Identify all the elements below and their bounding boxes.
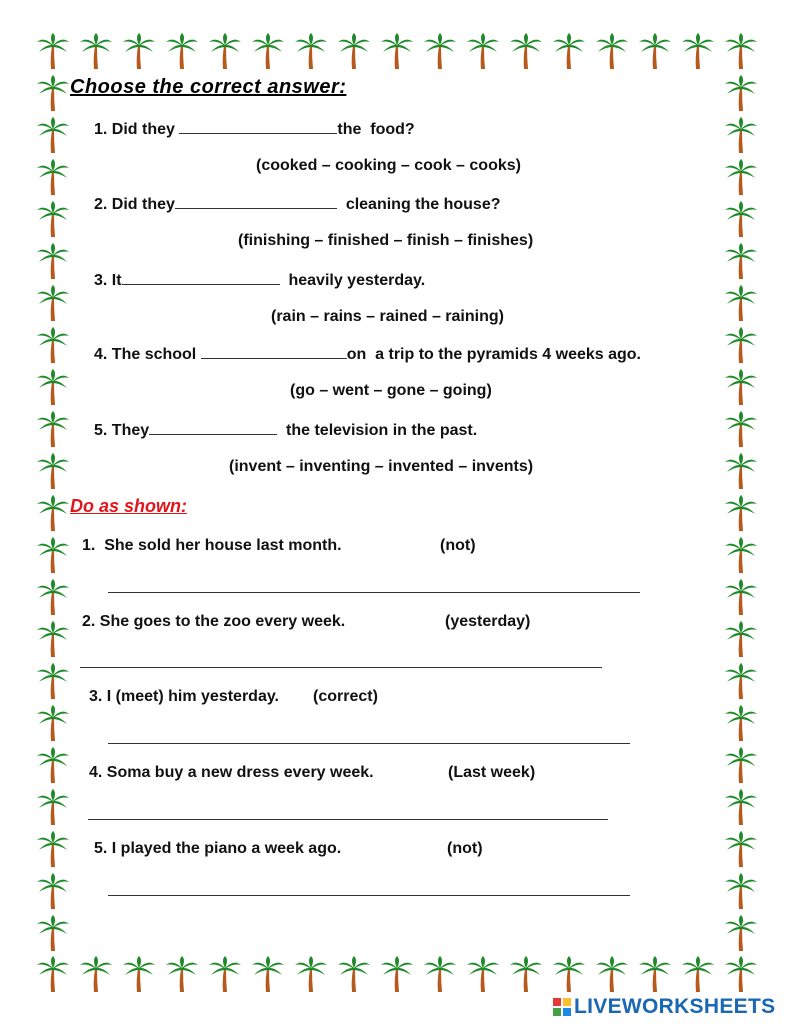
question-4: [94, 344, 641, 364]
palm-tree-icon: [251, 955, 285, 993]
palm-tree-icon: [724, 872, 758, 910]
item-hint-4: (Last week): [448, 764, 536, 781]
item-text: 3. I (meet) him yesterday.: [89, 688, 279, 705]
item-hint-5: (not): [447, 840, 483, 857]
transform-item-5: [94, 840, 341, 858]
options-2: (finishing – finished – finish – finishes): [238, 232, 534, 249]
palm-tree-icon: [724, 914, 758, 952]
palm-tree-icon: [724, 368, 758, 406]
item-hint-1: (not): [440, 537, 476, 554]
palm-tree-icon: [595, 32, 629, 70]
palm-tree-icon: [552, 32, 586, 70]
options-4: (go – went – gone – going): [290, 382, 492, 399]
palm-tree-icon: [724, 788, 758, 826]
answer-blank[interactable]: [201, 344, 347, 359]
palm-tree-icon: [724, 620, 758, 658]
transform-item-3: [89, 688, 279, 706]
palm-tree-icon: [595, 955, 629, 993]
question-text: Did they: [111, 121, 180, 138]
palm-tree-icon: [165, 955, 199, 993]
options-1: (cooked – cooking – cook – cooks): [256, 157, 521, 174]
question-text: the television in the past.: [277, 422, 478, 439]
item-text: 1. She sold her house last month.: [82, 537, 342, 554]
palm-tree-icon: [724, 410, 758, 448]
question-number: 5.: [94, 422, 108, 439]
palm-tree-icon: [36, 620, 70, 658]
palm-tree-icon: [638, 32, 672, 70]
liveworksheets-logo-icon: [553, 998, 571, 1016]
palm-tree-icon: [36, 326, 70, 364]
palm-tree-icon: [724, 32, 758, 70]
item-hint-3: (correct): [313, 688, 378, 705]
palm-tree-icon: [724, 74, 758, 112]
answer-line-2[interactable]: [80, 667, 602, 668]
palm-tree-icon: [724, 326, 758, 364]
palm-tree-icon: [724, 578, 758, 616]
palm-tree-icon: [36, 284, 70, 322]
palm-tree-icon: [36, 116, 70, 154]
question-number: 2.: [94, 196, 108, 213]
options-5: (invent – inventing – invented – invents): [229, 458, 534, 475]
palm-tree-icon: [724, 830, 758, 868]
question-text: heavily yesterday.: [279, 272, 426, 289]
palm-tree-icon: [724, 955, 758, 993]
question-5: [94, 420, 477, 440]
palm-tree-icon: [724, 284, 758, 322]
palm-tree-icon: [251, 32, 285, 70]
palm-tree-icon: [294, 955, 328, 993]
answer-blank[interactable]: [175, 194, 337, 209]
question-text: They: [111, 422, 150, 439]
palm-tree-icon: [36, 74, 70, 112]
palm-tree-icon: [165, 32, 199, 70]
palm-tree-icon: [36, 536, 70, 574]
palm-tree-icon: [36, 788, 70, 826]
palm-tree-icon: [36, 830, 70, 868]
palm-tree-icon: [724, 746, 758, 784]
palm-tree-icon: [36, 368, 70, 406]
question-text: the food?: [337, 121, 415, 138]
palm-tree-icon: [724, 494, 758, 532]
palm-tree-icon: [724, 662, 758, 700]
answer-line-5[interactable]: [108, 895, 630, 896]
item-hint-2: (yesterday): [445, 613, 531, 630]
palm-tree-icon: [724, 536, 758, 574]
transform-item-1: [82, 537, 342, 555]
palm-tree-icon: [36, 704, 70, 742]
question-text: cleaning the house?: [336, 196, 501, 213]
section2-title: Do as shown:: [70, 496, 188, 516]
item-text: 2. She goes to the zoo every week.: [82, 613, 346, 630]
options-3: (rain – rains – rained – raining): [271, 308, 504, 325]
palm-tree-icon: [724, 242, 758, 280]
palm-tree-icon: [294, 32, 328, 70]
answer-line-3[interactable]: [108, 743, 630, 744]
palm-tree-icon: [36, 452, 70, 490]
question-text: on a trip to the pyramids 4 weeks ago.: [346, 346, 641, 363]
palm-tree-icon: [36, 872, 70, 910]
answer-line-4[interactable]: [88, 819, 608, 820]
palm-tree-icon: [380, 955, 414, 993]
palm-tree-icon: [681, 955, 715, 993]
palm-tree-icon: [122, 32, 156, 70]
answer-blank[interactable]: [122, 270, 280, 285]
palm-tree-icon: [466, 955, 500, 993]
question-number: 3.: [94, 272, 108, 289]
item-text: 4. Soma buy a new dress every week.: [89, 764, 374, 781]
question-text: It: [111, 272, 122, 289]
question-number: 1.: [94, 121, 108, 138]
palm-tree-icon: [380, 32, 414, 70]
palm-tree-icon: [423, 32, 457, 70]
question-text: Did they: [111, 196, 175, 213]
item-text: 5. I played the piano a week ago.: [94, 840, 342, 857]
palm-tree-icon: [638, 955, 672, 993]
palm-tree-icon: [681, 32, 715, 70]
palm-tree-icon: [36, 914, 70, 952]
palm-tree-icon: [36, 662, 70, 700]
palm-tree-icon: [36, 158, 70, 196]
answer-line-1[interactable]: [108, 592, 640, 593]
transform-item-2: [82, 613, 345, 631]
palm-tree-icon: [36, 410, 70, 448]
palm-tree-icon: [509, 32, 543, 70]
palm-tree-icon: [552, 955, 586, 993]
palm-tree-icon: [724, 704, 758, 742]
question-1: [94, 119, 415, 139]
question-3: [94, 270, 425, 290]
palm-tree-icon: [36, 242, 70, 280]
logo-text: LIVEWORKSHEETS: [574, 995, 776, 1018]
palm-tree-icon: [79, 955, 113, 993]
palm-tree-icon: [36, 32, 70, 70]
question-2: [94, 194, 501, 214]
palm-tree-icon: [36, 200, 70, 238]
palm-tree-icon: [724, 200, 758, 238]
palm-tree-icon: [337, 955, 371, 993]
question-text: The school: [111, 346, 201, 363]
section1-title: Choose the correct answer:: [70, 76, 347, 98]
palm-tree-icon: [724, 116, 758, 154]
palm-tree-icon: [208, 955, 242, 993]
palm-tree-icon: [36, 746, 70, 784]
palm-tree-icon: [122, 955, 156, 993]
palm-tree-icon: [466, 32, 500, 70]
palm-tree-icon: [724, 158, 758, 196]
transform-item-4: [89, 764, 374, 782]
palm-tree-icon: [36, 494, 70, 532]
palm-tree-icon: [423, 955, 457, 993]
palm-tree-icon: [509, 955, 543, 993]
answer-blank[interactable]: [179, 119, 337, 134]
palm-tree-icon: [36, 955, 70, 993]
answer-blank[interactable]: [149, 420, 277, 435]
palm-tree-icon: [337, 32, 371, 70]
palm-tree-icon: [79, 32, 113, 70]
question-number: 4.: [94, 346, 108, 363]
palm-tree-icon: [724, 452, 758, 490]
liveworksheets-logo: [553, 994, 775, 1020]
palm-tree-icon: [208, 32, 242, 70]
palm-tree-icon: [36, 578, 70, 616]
